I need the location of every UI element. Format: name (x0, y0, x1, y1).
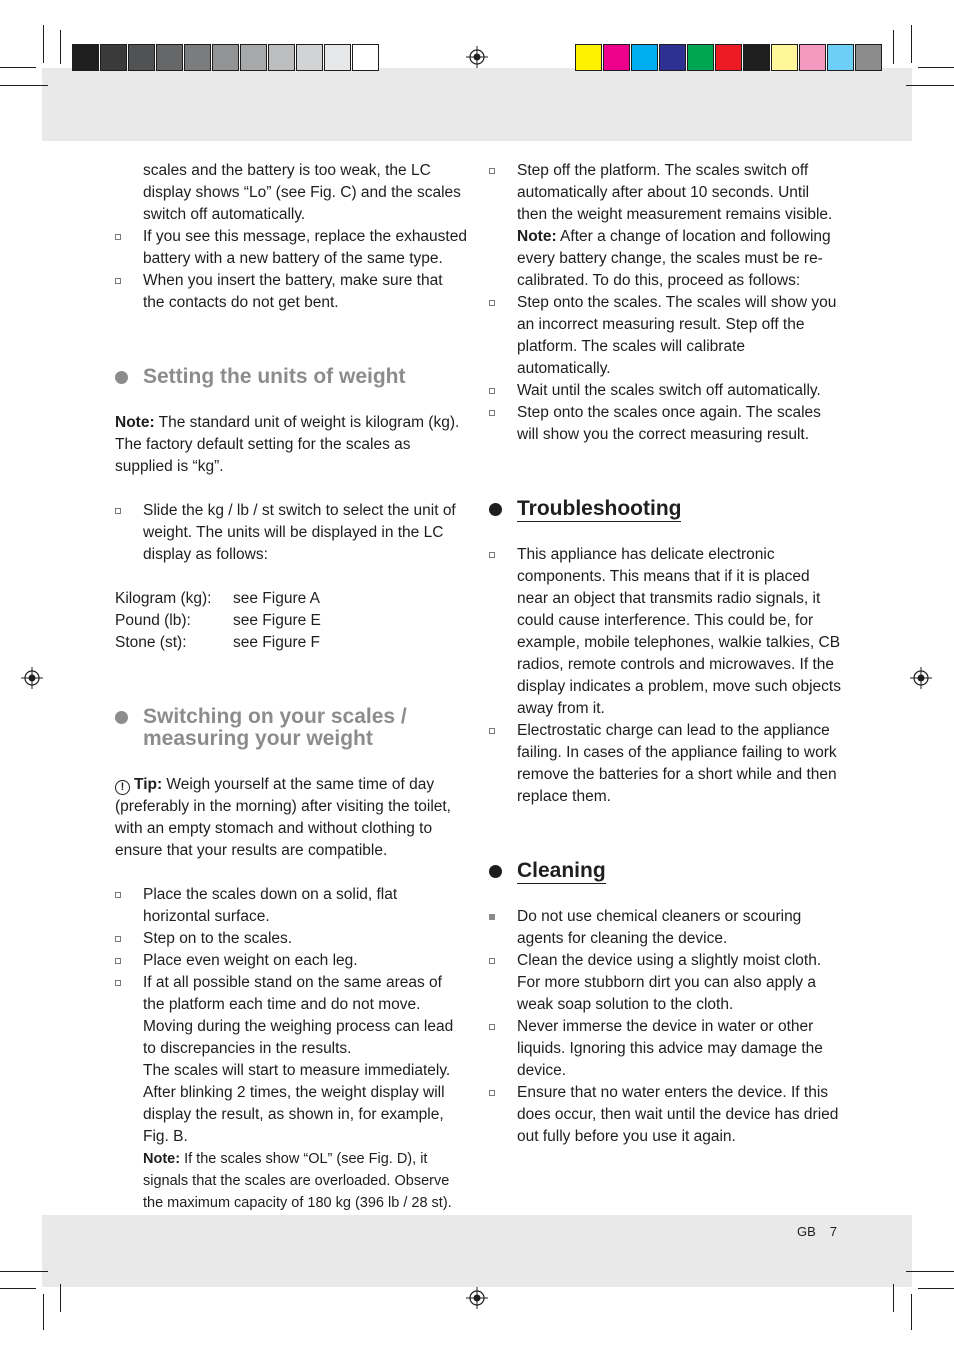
crop-mark (918, 67, 954, 68)
grey-swatch (72, 44, 99, 71)
registration-mark-icon (466, 1287, 488, 1309)
list-item: Clean the device using a slightly moist cloth. For more stubborn dirt you can also apply a weak soap solution to the cloth. (489, 950, 841, 1016)
units-row: Kilogram (kg): see Figure A (115, 590, 321, 607)
grey-swatch (296, 44, 323, 71)
crop-mark (0, 67, 36, 68)
checkbox-bullet-icon (115, 278, 121, 284)
list-item: When you insert the battery, make sure that the contacts do not get bent. (115, 270, 467, 314)
checkbox-bullet-icon (115, 980, 121, 986)
list-item: Never immerse the device in water or other liquids. Ignoring this advice may damage the device. (489, 1016, 841, 1082)
list-item: This appliance has delicate electronic components. This means that if it is placed near an object that transmits radio signals, it could cause interference. This could be, for example, mobile telephones, walkie talkies, CB radios, remote controls and microwaves. If the display indicates a problem, move such objects away from it. (489, 544, 841, 720)
checkbox-bullet-icon (489, 168, 495, 174)
crop-mark (906, 1271, 954, 1272)
checkbox-bullet-icon (489, 552, 495, 558)
exclamation-icon: ! (115, 780, 130, 795)
registration-mark-icon (466, 46, 488, 68)
checkbox-bullet-icon (489, 410, 495, 416)
registration-mark-icon (21, 667, 43, 689)
filled-square-bullet-icon (489, 914, 495, 920)
registration-mark-icon (910, 667, 932, 689)
crop-mark (60, 30, 61, 64)
list-item: Step onto the scales. The scales will show you an incorrect measuring result. Step off the platform. The scales will calibrate automatically. (489, 292, 841, 380)
ol-note: Note: If the scales show “OL” (see Fig. D), it signals that the scales are overloaded. Observe the maximum capacity of 180 kg (396 lb / 28 st). (143, 1151, 452, 1211)
color-swatch (827, 44, 854, 71)
bullet-dot-icon (489, 865, 502, 878)
grey-swatch (324, 44, 351, 71)
tip-text: ! Tip: Weigh yourself at the same time of day (preferably in the morning) after visiting the toilet, with an empty stomach and without clothing to ensure that your results are compatible. (115, 776, 451, 859)
list-item: Step on to the scales. (115, 928, 467, 950)
crop-mark (893, 1284, 894, 1312)
color-swatch (771, 44, 798, 71)
crop-mark (43, 25, 44, 63)
list-item: If you see this message, replace the exhausted battery with a new battery of the same type. (115, 226, 467, 270)
units-note: Note: The standard unit of weight is kilogram (kg). The factory default setting for the scales as supplied is “kg”. (115, 414, 460, 475)
color-swatch (743, 44, 770, 71)
section-heading-switching: Switching on your scales / measuring your weight (115, 706, 467, 750)
checkbox-bullet-icon (489, 958, 495, 964)
left-column (115, 160, 467, 1214)
intro-text: scales and the battery is too weak, the LC display shows “Lo” (see Fig. C) and the scales switch off automatically. (143, 162, 461, 223)
grey-color-bar (72, 44, 380, 71)
grey-swatch (128, 44, 155, 71)
page-number: 7 (829, 1224, 837, 1239)
checkbox-bullet-icon (115, 958, 121, 964)
checkbox-bullet-icon (489, 1024, 495, 1030)
right-column (489, 160, 841, 1148)
crop-mark (918, 1288, 954, 1289)
grey-swatch (268, 44, 295, 71)
checkbox-bullet-icon (115, 936, 121, 942)
checkbox-bullet-icon (489, 1090, 495, 1096)
checkbox-bullet-icon (489, 388, 495, 394)
crop-mark (911, 1294, 912, 1330)
header-band (42, 68, 912, 141)
checkbox-bullet-icon (115, 508, 121, 514)
crop-mark (0, 1288, 36, 1289)
crop-mark (906, 85, 954, 86)
process-color-bar (575, 44, 883, 71)
grey-swatch (184, 44, 211, 71)
color-swatch (659, 44, 686, 71)
color-swatch (855, 44, 882, 71)
checkbox-bullet-icon (115, 234, 121, 240)
footer-band (42, 1215, 912, 1287)
crop-mark (893, 30, 894, 64)
measure-text: The scales will start to measure immediately. After blinking 2 times, the weight display will display the result, as shown in, for example, Fig. B. (143, 1062, 451, 1145)
bullet-dot-icon (115, 371, 128, 384)
grey-swatch (212, 44, 239, 71)
list-item: Do not use chemical cleaners or scouring agents for cleaning the device. (489, 906, 841, 950)
color-swatch (575, 44, 602, 71)
list-item: Place the scales down on a solid, flat horizontal surface. (115, 884, 467, 928)
crop-mark (0, 85, 48, 86)
units-row: Pound (lb): see Figure E (115, 612, 321, 629)
list-item: Slide the kg / lb / st switch to select the unit of weight. The units will be displayed in the LC display as follows: (115, 500, 467, 566)
checkbox-bullet-icon (489, 300, 495, 306)
crop-mark (60, 1284, 61, 1312)
crop-mark (43, 1294, 44, 1330)
color-swatch (687, 44, 714, 71)
grey-swatch (156, 44, 183, 71)
grey-swatch (352, 44, 379, 71)
bullet-dot-icon (115, 711, 128, 724)
checkbox-bullet-icon (115, 892, 121, 898)
units-row: Stone (st): see Figure F (115, 634, 321, 651)
color-swatch (715, 44, 742, 71)
color-swatch (631, 44, 658, 71)
section-heading-units: Setting the units of weight (115, 366, 467, 388)
page-footer (797, 1224, 837, 1239)
color-swatch (603, 44, 630, 71)
section-heading-cleaning: Cleaning (489, 860, 841, 882)
grey-swatch (240, 44, 267, 71)
calibration-note: Note: After a change of location and following every battery change, the scales must be re-calibrated. To do this, proceed as follows: (517, 228, 831, 289)
list-item: If at all possible stand on the same areas of the platform each time and do not move. Moving during the weighing process can lead to discrepancies in the results. (115, 972, 467, 1060)
list-item: Step onto the scales once again. The scales will show you the correct measuring result. (489, 402, 841, 446)
list-item: Wait until the scales switch off automatically. (489, 380, 841, 402)
list-item: Ensure that no water enters the device. If this does occur, then wait until the device has dried out fully before you use it again. (489, 1082, 841, 1148)
list-item: Step off the platform. The scales switch off automatically after about 10 seconds. Until then the weight measurement remains visible. (489, 160, 841, 226)
bullet-dot-icon (489, 503, 502, 516)
section-heading-troubleshooting: Troubleshooting (489, 498, 841, 520)
color-swatch (799, 44, 826, 71)
crop-mark (0, 1271, 48, 1272)
language-code: GB (796, 1224, 816, 1239)
checkbox-bullet-icon (489, 728, 495, 734)
list-item: Electrostatic charge can lead to the appliance failing. In cases of the appliance failing to work remove the batteries for a short while and then replace them. (489, 720, 841, 808)
grey-swatch (100, 44, 127, 71)
crop-mark (911, 25, 912, 63)
list-item: Place even weight on each leg. (115, 950, 467, 972)
